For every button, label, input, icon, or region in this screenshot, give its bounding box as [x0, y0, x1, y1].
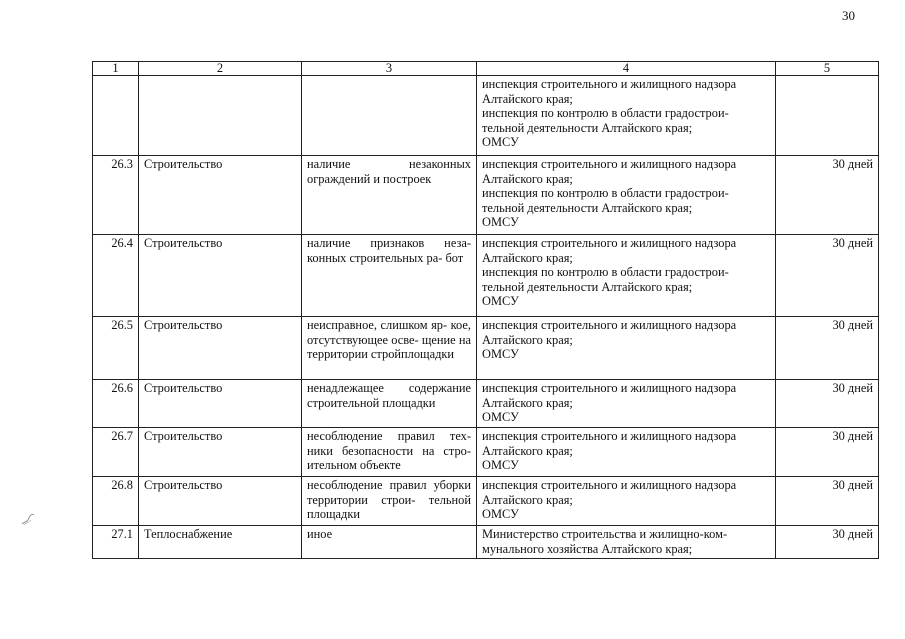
sphere-cell	[139, 76, 302, 156]
header-cell-4: 4	[477, 62, 776, 76]
table-row	[93, 477, 879, 526]
term-cell: 30 дней	[776, 526, 879, 559]
authorities-cell	[477, 477, 776, 526]
authority-line: инспекция строительного и жилищного надзора	[482, 429, 737, 443]
sphere-cell: Строительство	[139, 477, 302, 526]
description-cell: наличие незаконных ограждений и построек	[302, 156, 477, 235]
authority-line: Алтайского края;	[482, 171, 573, 186]
description-cell: иное	[302, 526, 477, 559]
authorities-cell	[477, 76, 776, 156]
authority-line: инспекция строительного и жилищного надзора	[482, 318, 737, 332]
row-number: 26.3	[93, 156, 139, 235]
authority-line: Алтайского края;	[482, 91, 573, 106]
authority-line: ОМСУ	[482, 347, 519, 362]
authority-line: инспекция по контролю в области градострои-	[482, 186, 729, 201]
authorities-cell	[477, 235, 776, 317]
authority-line: инспекция строительного и жилищного надзора	[482, 236, 737, 250]
term-cell: 30 дней	[776, 317, 879, 380]
description-cell	[302, 76, 477, 156]
header-cell-5: 5	[776, 62, 879, 76]
table-row	[93, 428, 879, 477]
authority-line: Алтайского края;	[482, 250, 573, 265]
authority-line: ОМСУ	[482, 458, 519, 473]
row-number: 26.6	[93, 380, 139, 428]
table-body	[93, 62, 879, 559]
authorities-cell	[477, 156, 776, 235]
description-cell: ненадлежащее содержание строительной площадки	[302, 380, 477, 428]
pen-mark-icon	[20, 512, 36, 526]
authority-line: Алтайского края;	[482, 492, 573, 507]
sphere-cell: Строительство	[139, 380, 302, 428]
authority-line: тельной деятельности Алтайского края;	[482, 200, 693, 215]
header-row	[93, 62, 879, 76]
sphere-cell: Строительство	[139, 156, 302, 235]
description-cell: несоблюдение правил уборки территории строи- тельной площадки	[302, 477, 477, 526]
table-row	[93, 76, 879, 156]
authority-line: Алтайского края;	[482, 443, 573, 458]
regulation-table	[92, 61, 879, 559]
sphere-cell: Теплоснабжение	[139, 526, 302, 559]
term-cell: 30 дней	[776, 156, 879, 235]
table-row	[93, 317, 879, 380]
row-number: 27.1	[93, 526, 139, 559]
row-number: 26.8	[93, 477, 139, 526]
term-cell	[776, 76, 879, 156]
description-cell: наличие признаков неза- конных строительных ра- бот	[302, 235, 477, 317]
table-row	[93, 235, 879, 317]
description-cell: несоблюдение правил тех- ники безопасности на стро- ительном объекте	[302, 428, 477, 477]
authority-line: инспекция по контролю в области градострои-	[482, 106, 729, 121]
authority-line: инспекция по контролю в области градострои-	[482, 265, 729, 280]
authority-line: Алтайского края;	[482, 332, 573, 347]
header-cell-3: 3	[302, 62, 477, 76]
description-cell: неисправное, слишком яр- кое, отсутствующее осве- щение на территории стройплощадки	[302, 317, 477, 380]
authorities-cell	[477, 317, 776, 380]
authorities-cell	[477, 526, 776, 559]
row-number	[93, 76, 139, 156]
authority-line: ОМСУ	[482, 135, 519, 150]
term-cell: 30 дней	[776, 235, 879, 317]
row-number: 26.7	[93, 428, 139, 477]
page-number: 30	[842, 8, 855, 23]
authority-line: ОМСУ	[482, 294, 519, 309]
sphere-cell: Строительство	[139, 235, 302, 317]
authority-line: мунального хозяйства Алтайского края;	[482, 541, 693, 556]
authorities-cell	[477, 428, 776, 477]
authority-line: тельной деятельности Алтайского края;	[482, 120, 693, 135]
authority-line: тельной деятельности Алтайского края;	[482, 279, 693, 294]
header-cell-1: 1	[93, 62, 139, 76]
authority-line: инспекция строительного и жилищного надзора	[482, 381, 737, 395]
authorities-cell	[477, 380, 776, 428]
authority-line: Министерство строительства и жилищно-ком-	[482, 527, 728, 541]
sphere-cell: Строительство	[139, 428, 302, 477]
authority-line: инспекция строительного и жилищного надзора	[482, 157, 737, 171]
authority-line: ОМСУ	[482, 410, 519, 425]
table-row	[93, 526, 879, 559]
row-number: 26.4	[93, 235, 139, 317]
authority-line: ОМСУ	[482, 507, 519, 522]
table-row	[93, 156, 879, 235]
authority-line: Алтайского края;	[482, 395, 573, 410]
table-row	[93, 380, 879, 428]
header-cell-2: 2	[139, 62, 302, 76]
term-cell: 30 дней	[776, 477, 879, 526]
row-number: 26.5	[93, 317, 139, 380]
authority-line: инспекция строительного и жилищного надзора	[482, 77, 737, 91]
term-cell: 30 дней	[776, 380, 879, 428]
authority-line: инспекция строительного и жилищного надзора	[482, 478, 737, 492]
term-cell: 30 дней	[776, 428, 879, 477]
sphere-cell: Строительство	[139, 317, 302, 380]
authority-line: ОМСУ	[482, 215, 519, 230]
